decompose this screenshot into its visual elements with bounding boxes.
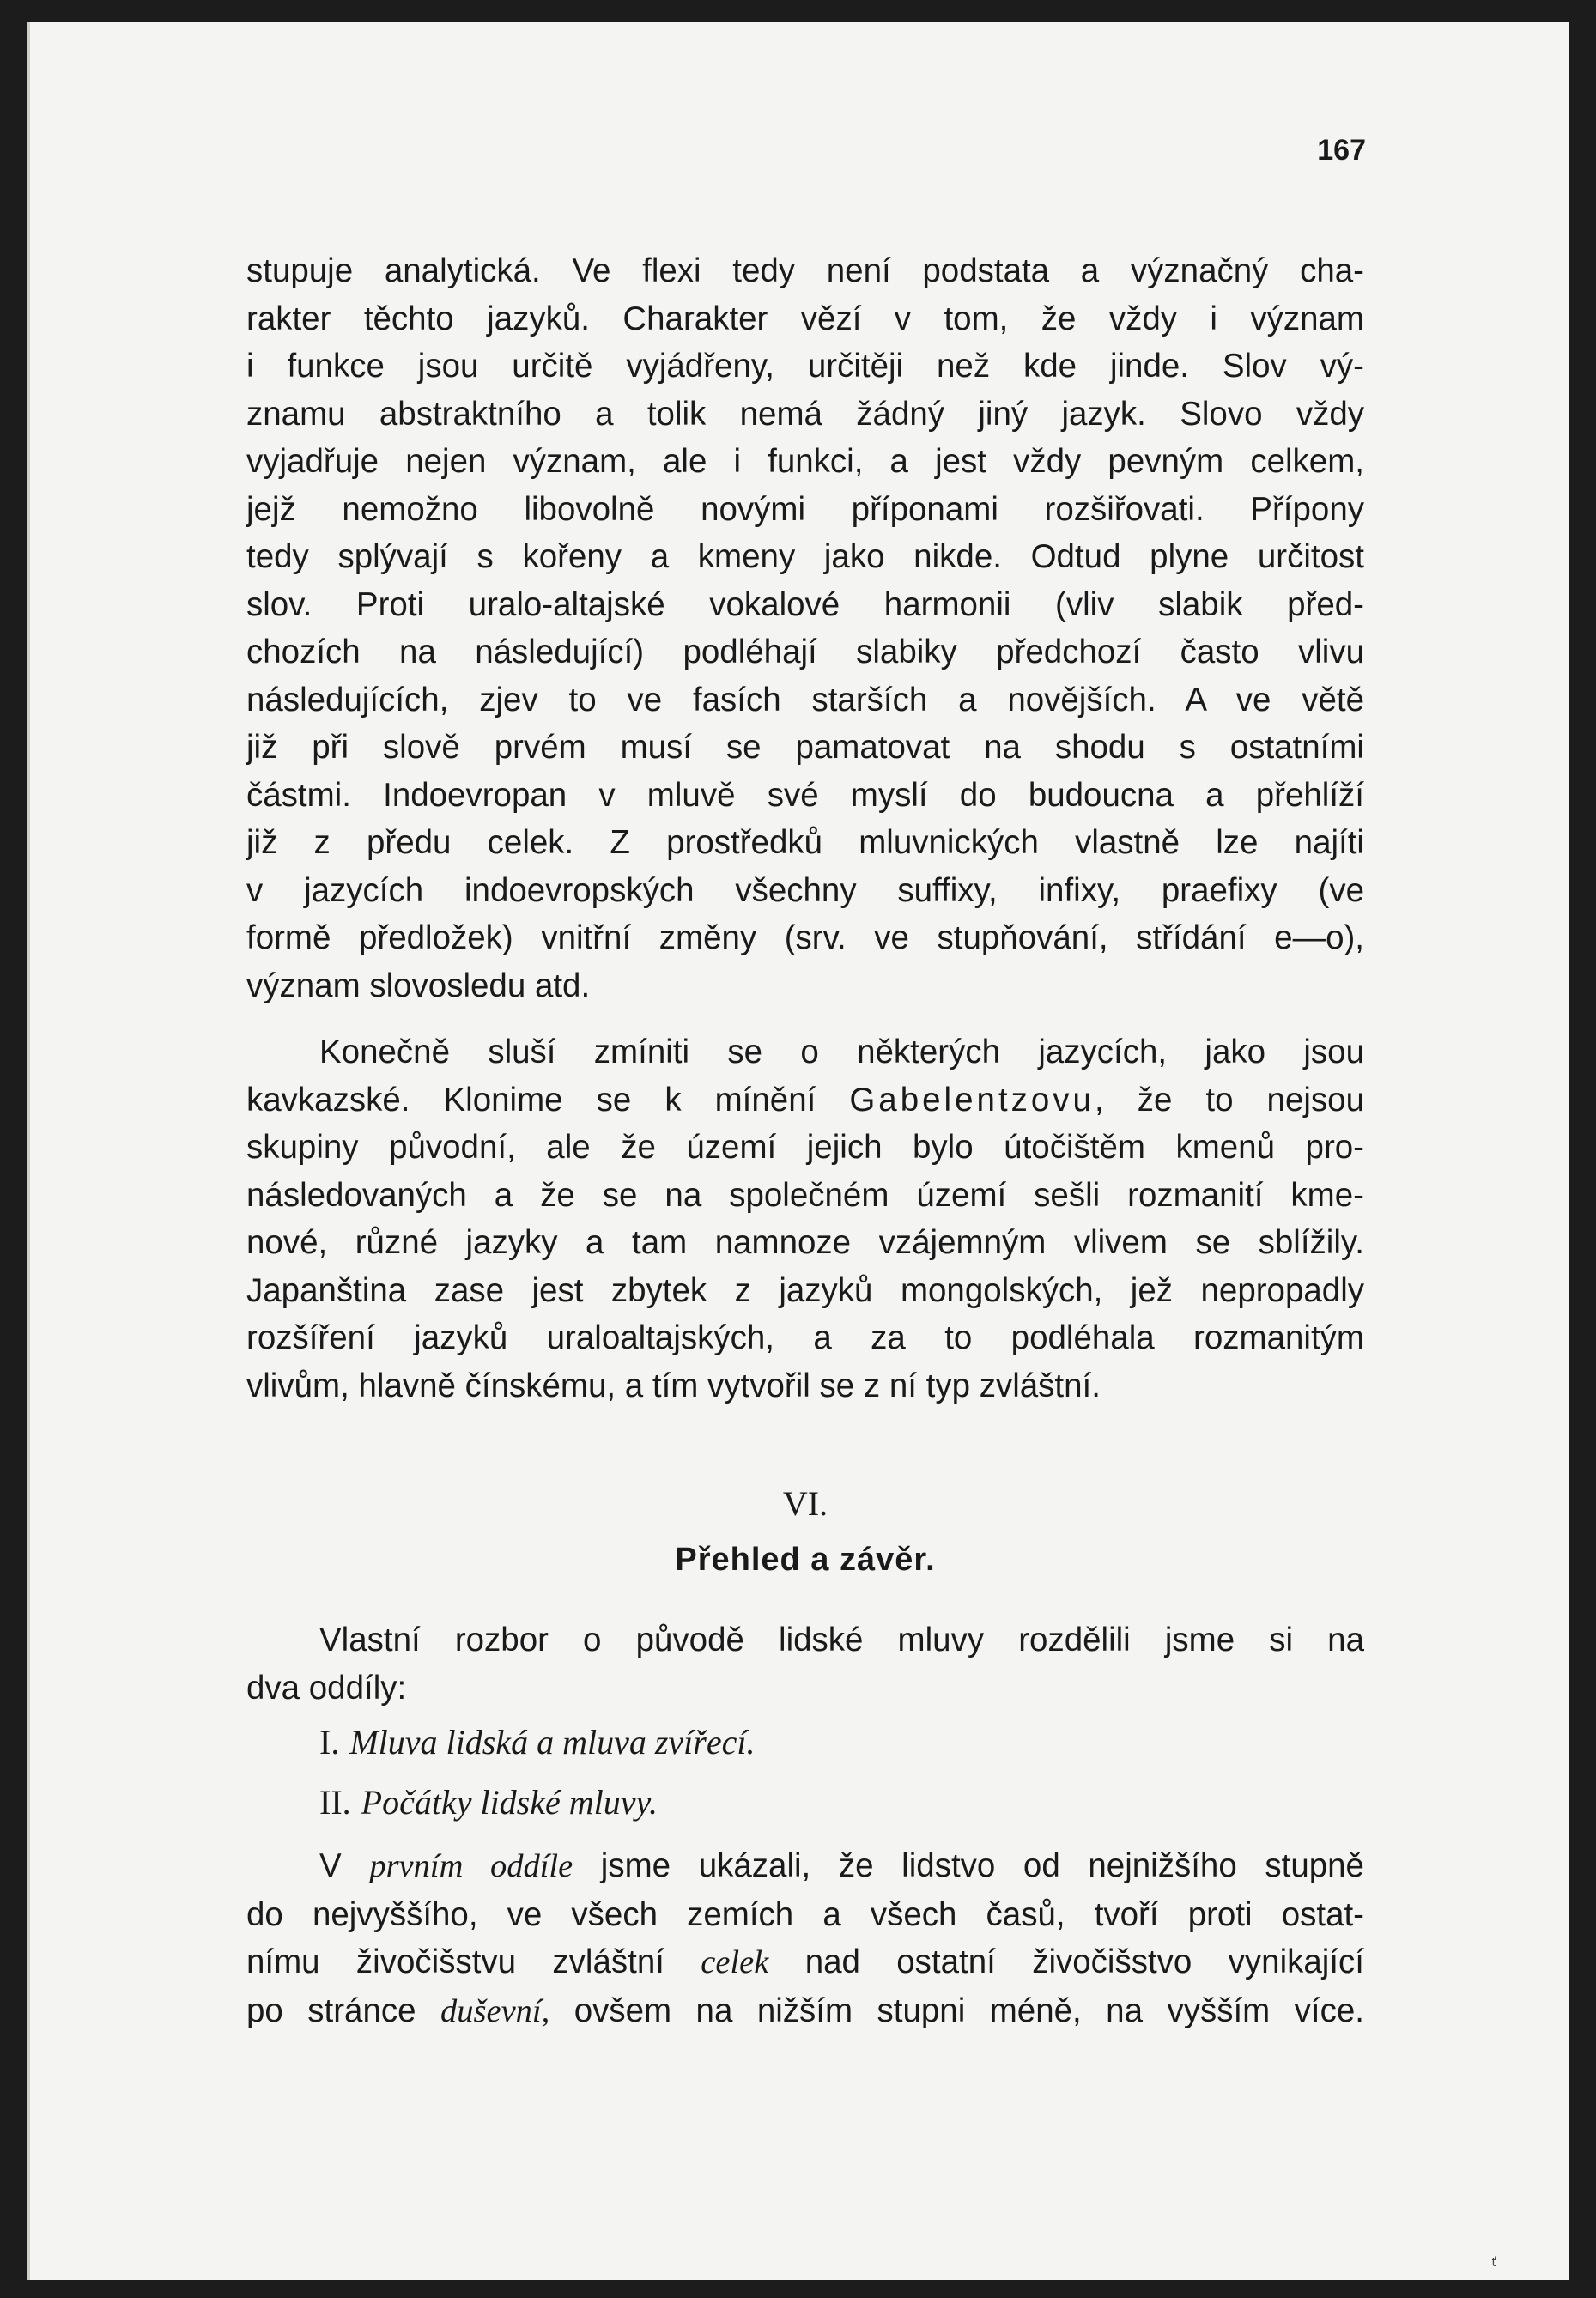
list-text: Počátky lidské mluvy. — [361, 1783, 658, 1822]
text-line: částmi. Indoevropan v mluvě své myslí do budoucna a přehlíží — [246, 776, 1364, 814]
text-line: vyjadřuje nejen význam, ale i funkci, a jest vždy pevným celkem, — [246, 443, 1364, 480]
paragraph-caucasian-languages — [246, 1028, 1364, 1410]
section-title: Přehled a závěr. — [675, 1542, 936, 1578]
text-run: , že to nejsou — [1094, 1081, 1364, 1119]
text-line: Vlastní rozbor o původě lidské mluvy rozdělili jsme si na — [319, 1622, 1364, 1658]
list-item — [319, 1782, 658, 1822]
text-line: rakter těchto jazyků. Charakter vězí v tom, že vždy i význam — [246, 300, 1364, 337]
text-line: Japanština zase jest zbytek z jazyků mongolských, jež nepropadly — [246, 1271, 1364, 1309]
text-line: Konečně sluší zmíniti se o některých jazycích, jako jsou — [319, 1034, 1364, 1070]
list-number: II. — [319, 1783, 351, 1822]
text-run: kavkazské. Klonime se k mínění — [246, 1081, 850, 1119]
text-run: V — [319, 1847, 370, 1884]
section-numeral: VI. — [782, 1484, 828, 1523]
text-line: jejž nemožno libovolně novými příponami rozšiřovati. Přípony — [246, 490, 1364, 528]
text-run: nad ostatní živočišstvo vynikající — [768, 1943, 1364, 1980]
emphasis: prvním oddíle — [369, 1848, 573, 1884]
text-line: následujících, zjev to ve fasích starších a novějších. A ve větě — [246, 681, 1364, 719]
text-line: formě předložek) vnitřní změny (srv. ve stupňování, střídání e—o), — [246, 919, 1364, 956]
page-number: 167 — [1317, 134, 1366, 167]
paragraph-division — [246, 1616, 1364, 1712]
text-line: v jazycích indoevropských všechny suffixy, infixy, praefixy (ve — [246, 871, 1364, 909]
text-line: již při slově prvém musí se pamatovat na shodu s ostatními — [246, 729, 1364, 766]
text-run: jsme ukázali, že lidstvo od nejnižšího stupně — [573, 1847, 1364, 1884]
text-line: dva oddíly: — [246, 1669, 407, 1707]
book-page — [27, 22, 1569, 2280]
emphasis: celek — [701, 1944, 769, 1980]
paragraph-flexion — [246, 247, 1364, 1010]
list-number: I. — [319, 1723, 340, 1761]
text-line: nové, různé jazyky a tam namnoze vzájemným vlivem se sblížily. — [246, 1224, 1364, 1261]
text-line: následovaných a že se na společném území sešli rozmanití kme- — [246, 1176, 1364, 1214]
text-line: do nejvyššího, ve všech zemích a všech časů, tvoří proti ostat- — [246, 1895, 1364, 1933]
author-name: Gabelentzovu — [849, 1081, 1095, 1119]
text-line: chozích na následující) podléhají slabiky předchozí často vlivu — [246, 634, 1364, 670]
text-run: ovšem na nižším stupni méně, na vyšším více. — [549, 1992, 1364, 2029]
text-line: rozšíření jazyků uraloaltajských, a za to podléhala rozmanitým — [246, 1319, 1364, 1356]
text-line: význam slovosledu atd. — [246, 967, 591, 1004]
list-item — [319, 1722, 755, 1762]
text-run: nímu živočišstvu zvláštní — [246, 1943, 701, 1980]
text-line: tedy splývají s kořeny a kmeny jako nikde. Odtud plyne určitost — [246, 538, 1364, 575]
text-line — [246, 1987, 1364, 2036]
text-line: znamu abstraktního a tolik nemá žádný jiný jazyk. Slovo vždy — [246, 395, 1364, 433]
text-line — [246, 1842, 1364, 1891]
text-line: stupuje analytická. Ve flexi tedy není podstata a význačný cha- — [246, 252, 1364, 289]
list-text: Mluva lidská a mluva zvířecí. — [349, 1723, 756, 1761]
text-line: slov. Proti uralo-altajské vokalové harmonii (vliv slabik před- — [246, 585, 1364, 623]
margin-mark: ť — [1491, 2256, 1496, 2270]
text-line: vlivům, hlavně čínskému, a tím vytvořil se z ní typ zvláštní. — [246, 1367, 1101, 1404]
text-line: již z předu celek. Z prostředků mluvnických vlastně lze najíti — [246, 824, 1364, 861]
text-line: i funkce jsou určitě vyjádřeny, určitěji než kde jinde. Slov vý- — [246, 348, 1364, 385]
paragraph-first-section — [246, 1842, 1364, 2035]
text-line — [246, 1938, 1364, 1987]
text-line: skupiny původní, ale že území jejich bylo útočištěm kmenů pro- — [246, 1129, 1364, 1166]
emphasis: duševní, — [440, 1992, 550, 2029]
text-line — [246, 1076, 1364, 1125]
text-run: po stránce — [246, 1992, 440, 2029]
